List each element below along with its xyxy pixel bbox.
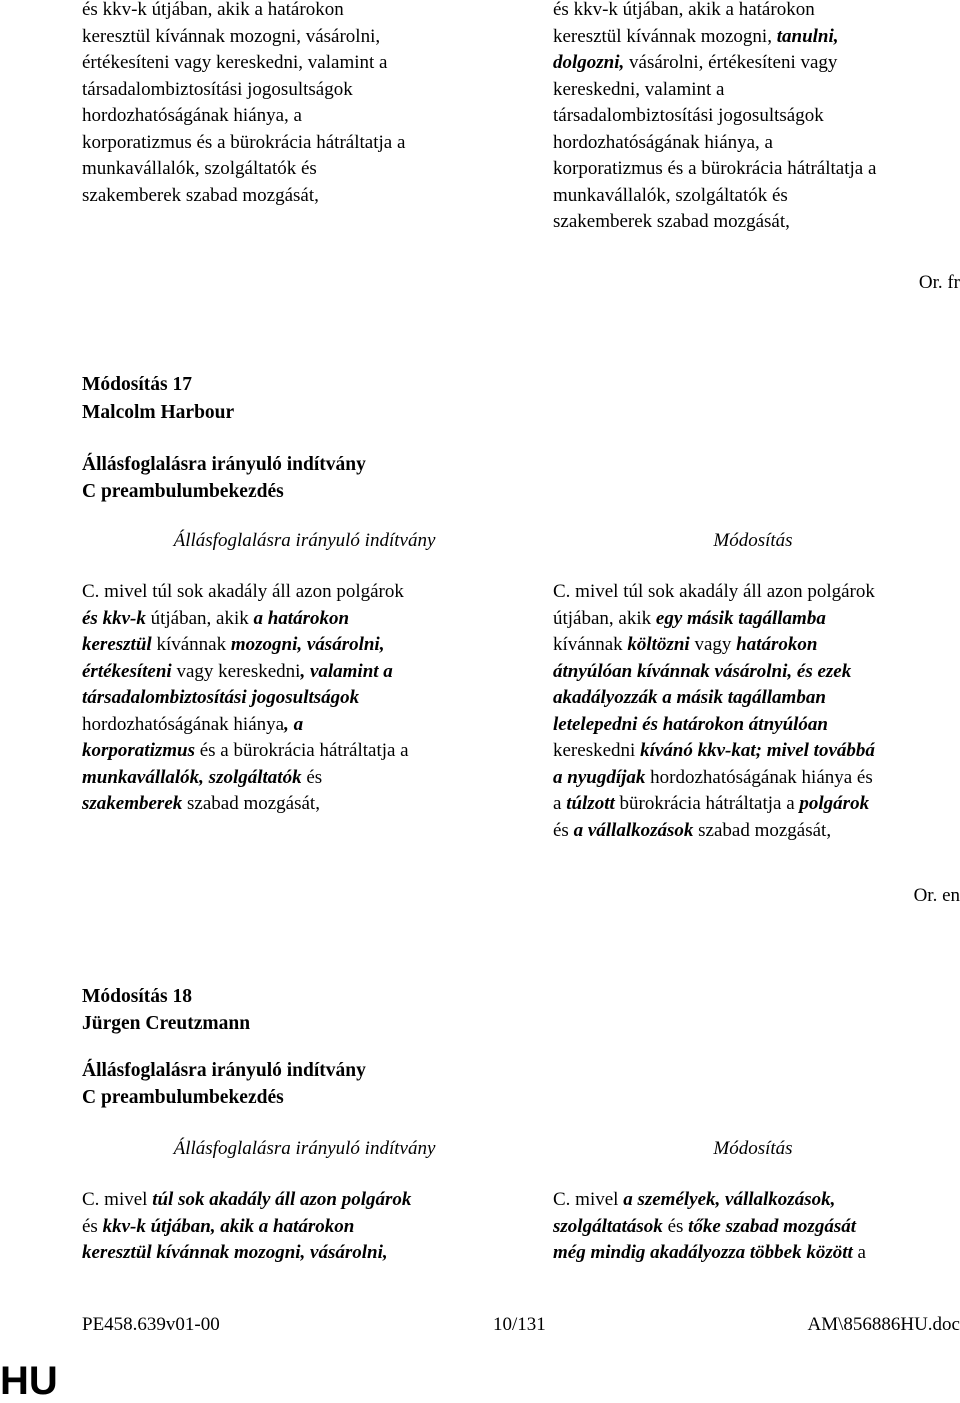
text-line bbox=[82, 632, 487, 659]
text-segment: és kkv-k útjában, akik a határokon bbox=[553, 0, 815, 20]
text-line: és kkv-k útjában, akik a határokon bbox=[82, 0, 344, 20]
top-left-text bbox=[82, 0, 487, 209]
text-segment: a bbox=[553, 793, 567, 814]
text-line bbox=[553, 209, 953, 236]
text-segment: kereskedni bbox=[553, 740, 641, 761]
column-head-original: Állásfoglalásra irányuló indítvány bbox=[173, 530, 436, 551]
text-segment: keresztül kívánnak mozogni, bbox=[553, 25, 777, 47]
column-head-original: Állásfoglalásra irányuló indítvány bbox=[173, 1138, 436, 1159]
footer-page-number: 10/131 bbox=[493, 1314, 546, 1335]
column-head-amendment: Módosítás bbox=[713, 530, 793, 551]
amended-segment: társadalombiztosítási jogosultságok bbox=[82, 687, 360, 708]
text-line: értékesíteni vagy kereskedni, valamint a bbox=[82, 52, 388, 73]
text-line bbox=[553, 24, 953, 51]
amended-segment: , valamint a bbox=[300, 660, 393, 682]
amended-segment: túlzott bbox=[566, 793, 615, 814]
text-line bbox=[553, 183, 953, 210]
text-line bbox=[553, 791, 953, 818]
amended-segment: korporatizmus bbox=[82, 740, 195, 761]
text-segment: kívánnak bbox=[553, 634, 628, 655]
top-right-text bbox=[553, 0, 953, 236]
amended-segment: a vállalkozások bbox=[573, 819, 694, 841]
text-line bbox=[553, 1214, 953, 1241]
text-line bbox=[553, 659, 953, 686]
amended-segment: határokon bbox=[736, 634, 818, 655]
amended-segment: túl sok akadály áll azon polgárok bbox=[152, 1189, 412, 1210]
text-segment: kereskedni, valamint a bbox=[553, 78, 725, 100]
text-segment: C. mivel bbox=[553, 1189, 624, 1210]
amended-segment: mozogni, vásárolni, bbox=[230, 634, 385, 655]
text-segment: és bbox=[662, 1215, 689, 1237]
amended-segment: a személyek, vállalkozások, bbox=[623, 1189, 836, 1210]
text-segment: és bbox=[301, 766, 323, 788]
text-segment: C. mivel túl sok akadály áll azon polgárok bbox=[82, 581, 404, 602]
amended-segment: a határokon bbox=[253, 607, 350, 629]
amended-segment: egy másik tagállamba bbox=[655, 607, 826, 629]
text-segment: a bbox=[852, 1242, 866, 1263]
text-line bbox=[82, 659, 487, 686]
text-line bbox=[553, 818, 953, 845]
text-segment: hordozhatóságának hiánya és bbox=[645, 766, 873, 788]
text-segment: útjában, akik bbox=[553, 607, 656, 629]
text-line bbox=[553, 50, 953, 77]
amended-segment: szakemberek bbox=[82, 793, 183, 814]
amended-segment: keresztül bbox=[82, 634, 152, 655]
amendment-author: Jürgen Creutzmann bbox=[82, 1013, 251, 1034]
text-line bbox=[553, 738, 953, 765]
text-line bbox=[553, 1240, 953, 1267]
amended-segment: , a bbox=[284, 713, 304, 735]
section-label: C preambulumbekezdés bbox=[82, 481, 284, 502]
text-line bbox=[553, 1187, 953, 1214]
text-segment: hordozhatóságának hiánya bbox=[82, 713, 285, 735]
original-text bbox=[82, 1187, 487, 1267]
text-line bbox=[82, 685, 487, 712]
text-line bbox=[82, 1214, 487, 1241]
text-line bbox=[553, 103, 953, 130]
text-line bbox=[553, 632, 953, 659]
text-line: munkavállalók, szolgáltatók és bbox=[82, 158, 317, 179]
text-segment: hordozhatóságának hiánya, a bbox=[553, 131, 773, 153]
text-segment: bürokrácia hátráltatja a bbox=[614, 793, 800, 814]
text-segment: és bbox=[553, 819, 574, 841]
text-segment: vagy bbox=[689, 634, 737, 655]
language-code: HU bbox=[0, 1359, 58, 1403]
text-line bbox=[553, 712, 953, 739]
amended-segment: kívánó kkv-kat; mivel továbbá bbox=[640, 740, 875, 761]
original-language: Or. fr bbox=[918, 272, 960, 293]
text-segment: és a bürokrácia hátráltatja a bbox=[194, 740, 409, 761]
text-line bbox=[553, 685, 953, 712]
original-text bbox=[82, 579, 487, 818]
column-head-amendment: Módosítás bbox=[713, 1138, 793, 1159]
text-line: társadalombiztosítási jogosultságok bbox=[82, 78, 353, 100]
section-label: C preambulumbekezdés bbox=[82, 1087, 284, 1108]
text-segment: C. mivel bbox=[82, 1189, 153, 1210]
footer-filename: AM\856886HU.doc bbox=[807, 1314, 960, 1335]
text-line: hordozhatóságának hiánya, a bbox=[82, 105, 302, 126]
amended-segment: kkv-k útjában, akik a határokon bbox=[102, 1215, 355, 1237]
text-segment: vagy kereskedni bbox=[171, 660, 301, 682]
amendment-title: Módosítás 18 bbox=[82, 986, 192, 1007]
motion-label: Állásfoglalásra irányuló indítvány bbox=[82, 1060, 366, 1081]
amended-text bbox=[553, 1187, 953, 1267]
text-line bbox=[553, 579, 953, 606]
text-line bbox=[553, 156, 953, 183]
text-line bbox=[82, 738, 487, 765]
amended-text bbox=[553, 579, 953, 844]
text-line bbox=[553, 0, 953, 24]
text-segment: társadalombiztosítási jogosultságok bbox=[553, 105, 824, 126]
text-segment: kívánnak bbox=[151, 634, 231, 655]
amended-segment: akadályozzák a másik tagállamban bbox=[553, 687, 826, 708]
text-line bbox=[82, 1240, 487, 1267]
amended-segment: munkavállalók, szolgáltatók bbox=[82, 766, 302, 788]
footer-doc-ref: PE458.639v01-00 bbox=[82, 1314, 220, 1335]
text-line: korporatizmus és a bürokrácia hátráltatja a bbox=[82, 131, 406, 153]
amended-segment: a nyugdíjak bbox=[553, 766, 646, 788]
amended-segment: és kkv-k bbox=[82, 607, 146, 629]
amended-segment: tőke szabad mozgását bbox=[688, 1215, 856, 1237]
amendment-author: Malcolm Harbour bbox=[82, 402, 235, 423]
text-segment: útjában, akik bbox=[145, 607, 254, 629]
text-line bbox=[553, 606, 953, 633]
text-line bbox=[82, 712, 487, 739]
original-language: Or. en bbox=[913, 885, 960, 906]
text-segment: C. mivel túl sok akadály áll azon polgárok bbox=[553, 581, 875, 602]
amended-segment: átnyúlóan kívánnak vásárolni, és ezek bbox=[553, 660, 852, 682]
text-line bbox=[553, 765, 953, 792]
text-line bbox=[82, 791, 487, 818]
amended-segment: dolgozni, bbox=[553, 52, 625, 73]
amended-segment: költözni bbox=[627, 634, 690, 655]
amended-segment: szolgáltatások bbox=[553, 1215, 663, 1237]
text-line bbox=[82, 1187, 487, 1214]
text-line bbox=[553, 77, 953, 104]
text-segment: korporatizmus és a bürokrácia hátráltatja a bbox=[553, 158, 877, 179]
text-line bbox=[553, 130, 953, 157]
text-segment: szabad mozgását, bbox=[693, 819, 832, 841]
text-segment: szabad mozgását, bbox=[182, 793, 320, 814]
text-line bbox=[82, 606, 487, 633]
text-segment: szakemberek szabad mozgását, bbox=[553, 211, 790, 232]
amendment-title: Módosítás 17 bbox=[82, 374, 192, 395]
amended-segment: még mindig akadályozza többek között bbox=[553, 1242, 853, 1263]
text-segment: vásárolni, értékesíteni vagy bbox=[624, 52, 838, 73]
text-line: szakemberek szabad mozgását, bbox=[82, 184, 319, 206]
text-segment: munkavállalók, szolgáltatók és bbox=[553, 184, 788, 206]
amended-segment: tanulni, bbox=[776, 25, 839, 47]
amended-segment: keresztül kívánnak mozogni, vásárolni, bbox=[82, 1242, 388, 1263]
text-line bbox=[82, 579, 487, 606]
text-segment: és bbox=[82, 1215, 103, 1237]
amended-segment: letelepedni és határokon átnyúlóan bbox=[553, 713, 828, 735]
text-line: keresztül kívánnak mozogni, vásárolni, bbox=[82, 25, 381, 47]
motion-label: Állásfoglalásra irányuló indítvány bbox=[82, 454, 366, 475]
amended-segment: polgárok bbox=[799, 793, 870, 814]
amended-segment: értékesíteni bbox=[82, 660, 172, 682]
text-line bbox=[82, 765, 487, 792]
